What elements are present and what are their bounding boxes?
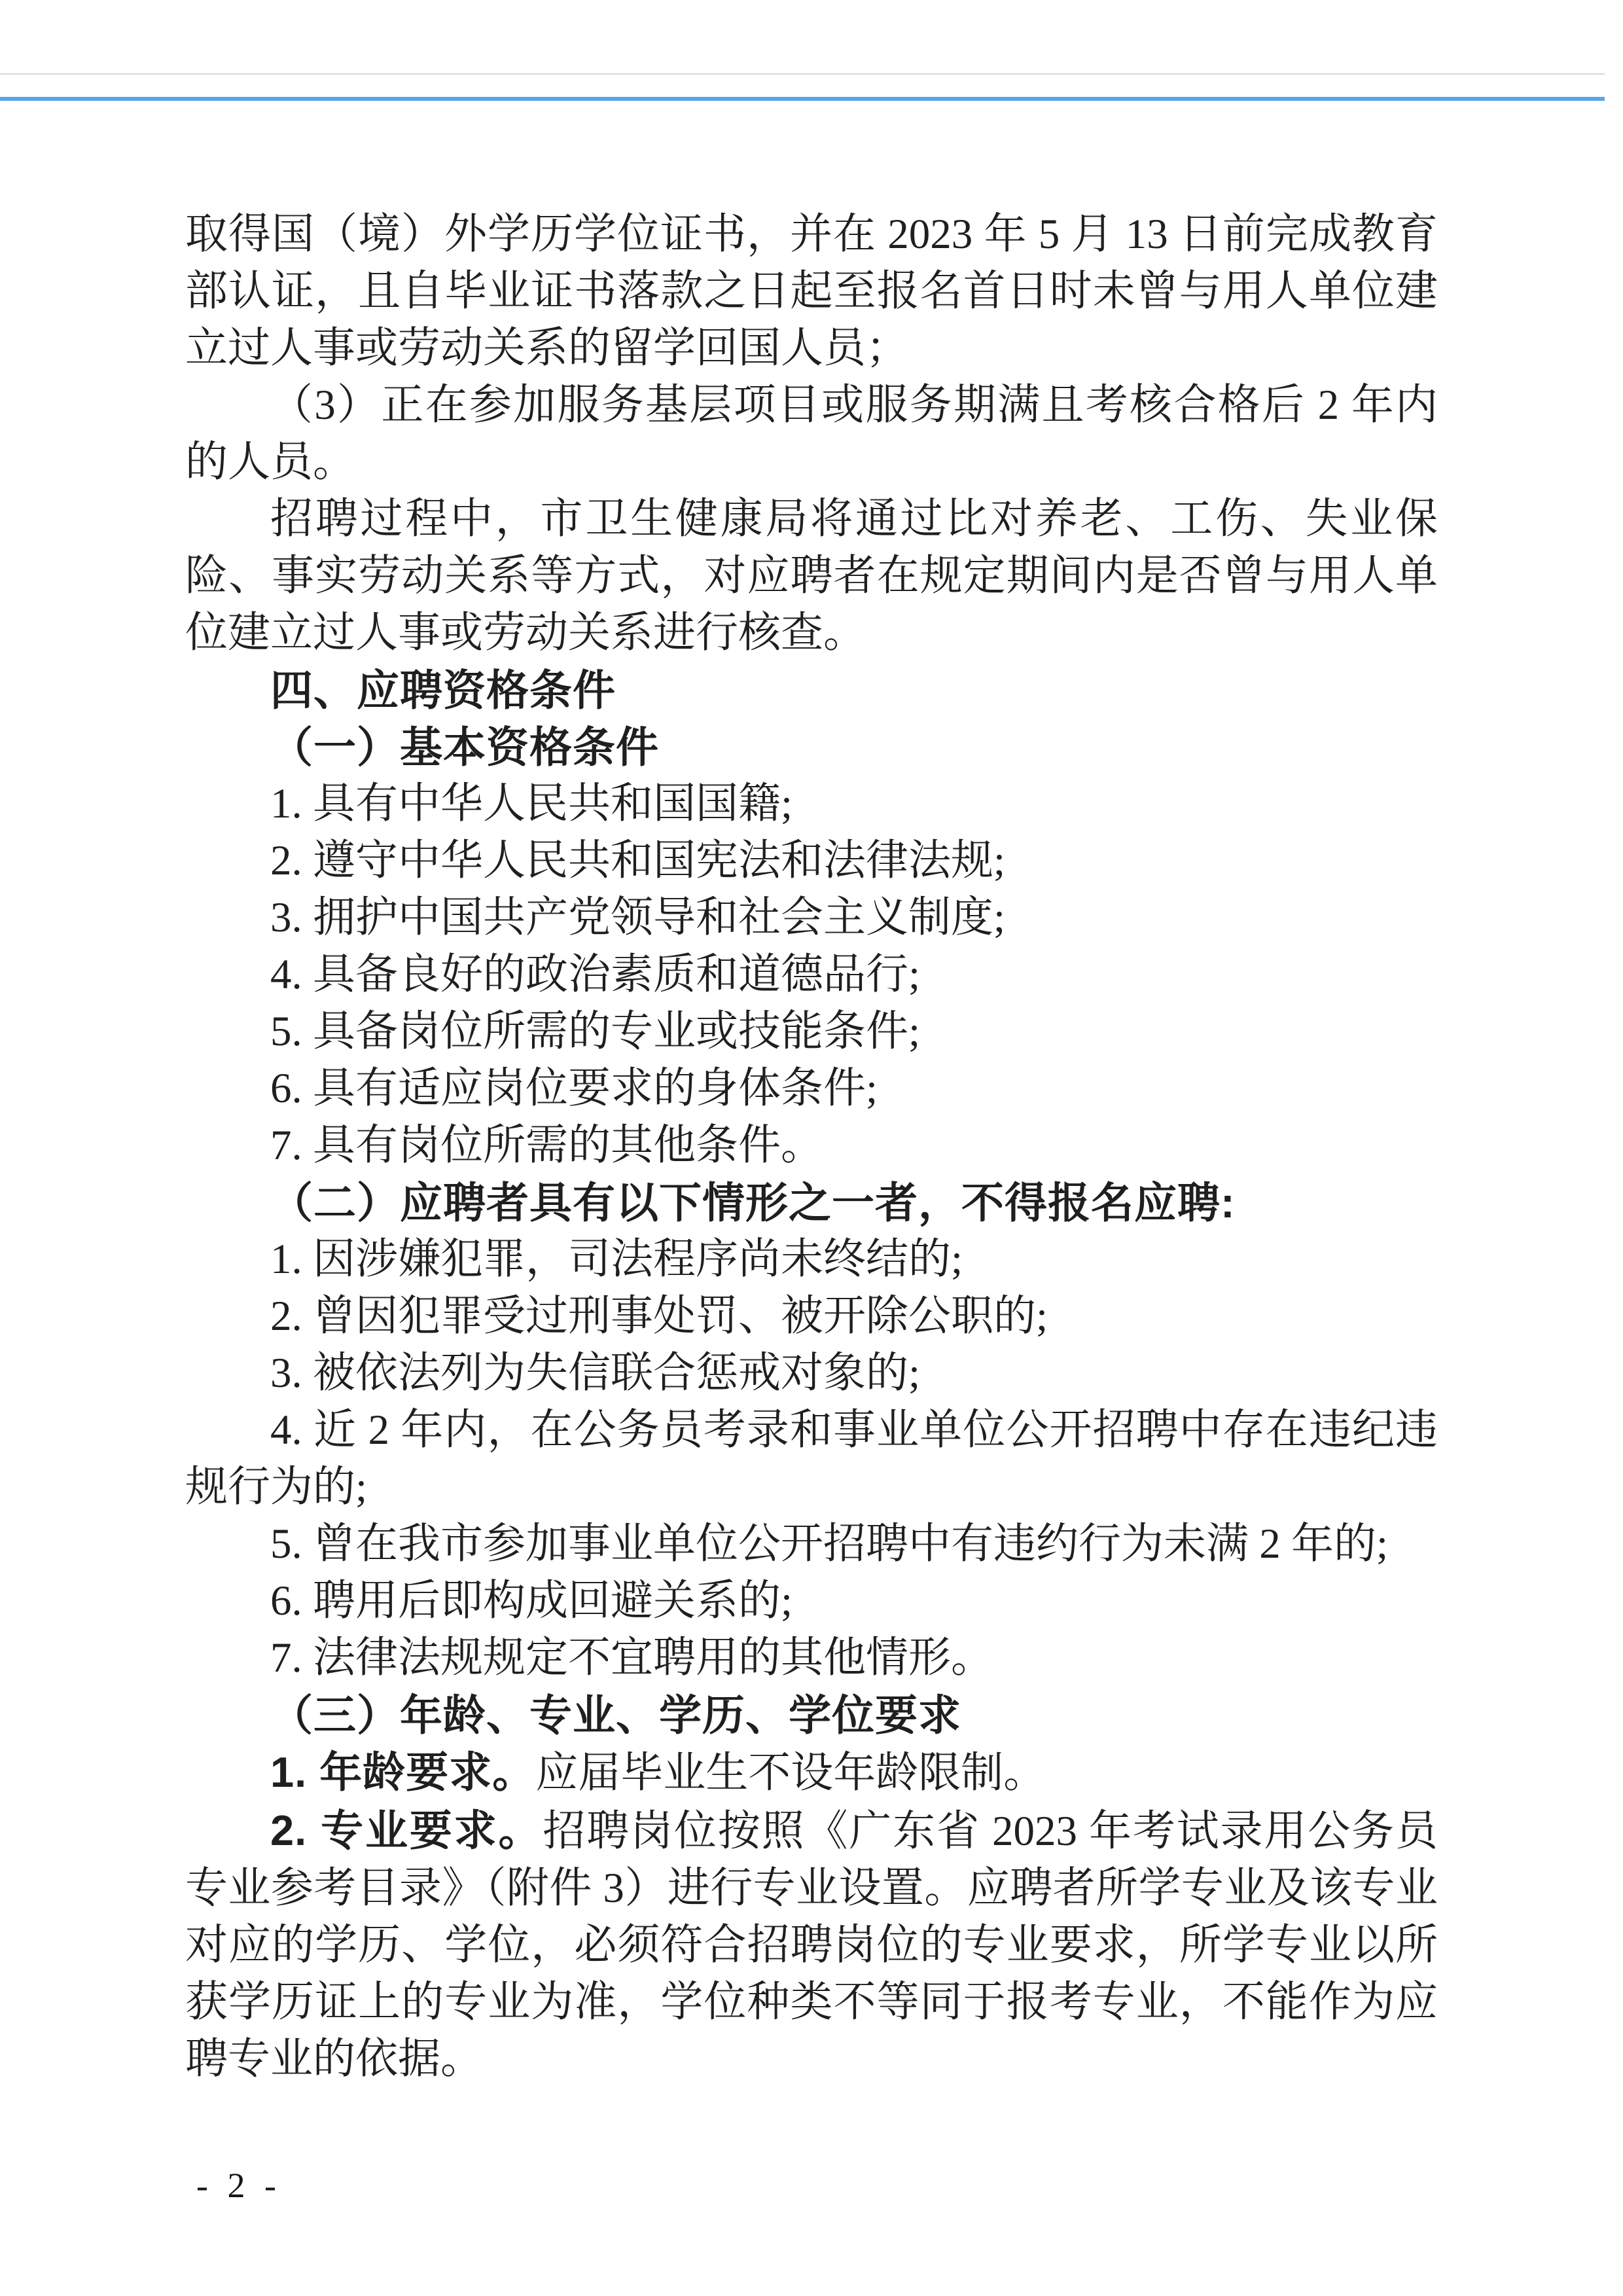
paragraph: 1. 因涉嫌犯罪，司法程序尚未终结的; bbox=[270, 1236, 963, 1283]
paragraph: 5. 曾在我市参加事业单位公开招聘中有违约行为未满 2 年的; bbox=[270, 1520, 1389, 1568]
paragraph: 1. 具有中华人民共和国国籍; bbox=[270, 780, 793, 827]
paragraph: 6. 聘用后即构成回避关系的; bbox=[270, 1577, 793, 1624]
paragraph: 取得国（境）外学历学位证书，并在 2023 年 5 月 13 日前完成教育部认证，且自毕业证书落款之日起至报名首日时未曾与用人单位建立过人事或劳动关系的留学回国人员； bbox=[185, 211, 1438, 372]
paragraph: 2. 遵守中华人民共和国宪法和法律法规; bbox=[270, 837, 1006, 884]
paragraph: 4. 具备良好的政治素质和道德品行; bbox=[270, 951, 921, 998]
section-heading: 四、应聘资格条件 bbox=[270, 666, 616, 714]
top-rule-blue bbox=[0, 97, 1605, 101]
paragraph: 3. 拥护中国共产党领导和社会主义制度; bbox=[270, 894, 1006, 941]
paragraph: 6. 具有适应岗位要求的身体条件; bbox=[270, 1065, 878, 1112]
paragraph: 7. 具有岗位所需的其他条件。 bbox=[270, 1122, 824, 1169]
document-body bbox=[185, 206, 1438, 2088]
paragraph: 3. 被依法列为失信联合惩戒对象的; bbox=[270, 1350, 921, 1397]
paragraph: （3）正在参加服务基层项目或服务期满且考核合格后 2 年内的人员。 bbox=[185, 382, 1438, 486]
paragraph: 7. 法律法规规定不宜聘用的其他情形。 bbox=[270, 1634, 994, 1681]
section-heading: （一）基本资格条件 bbox=[270, 723, 660, 771]
paragraph: 4. 近 2 年内，在公务员考录和事业单位公开招聘中存在违纪违规行为的; bbox=[185, 1407, 1438, 1511]
page-number: - 2 - bbox=[196, 2166, 276, 2205]
paragraph-lead: 1. 年龄要求。 bbox=[270, 1748, 536, 1796]
paragraph: 招聘过程中，市卫生健康局将通过比对养老、工伤、失业保险、事实劳动关系等方式，对应聘者在规定期间内是否曾与用人单位建立过人事或劳动关系进行核查。 bbox=[185, 495, 1438, 656]
paragraph-lead: 2. 专业要求。 bbox=[270, 1806, 543, 1854]
paragraph: 2. 曾因犯罪受过刑事处罚、被开除公职的; bbox=[270, 1293, 1048, 1340]
paragraph: 2. 专业要求。招聘岗位按照《广东省 2023 年考试录用公务员专业参考目录》（附件 3）进行专业设置。应聘者所学专业及该专业对应的学历、学位，必须符合招聘岗位的专业要求，所学专业以所获学历证上的专业为准，学位种类不等同于报考专业，不能作为应聘专业的依据。 bbox=[185, 1806, 1438, 2083]
paragraph: 5. 具备岗位所需的专业或技能条件; bbox=[270, 1008, 921, 1055]
paragraph: 1. 年龄要求。应届毕业生不设年龄限制。 bbox=[270, 1748, 1046, 1797]
top-rule-thin bbox=[0, 73, 1605, 75]
section-heading: （二）应聘者具有以下情形之一者，不得报名应聘: bbox=[270, 1179, 1236, 1227]
section-heading: （三）年龄、专业、学历、学位要求 bbox=[270, 1691, 962, 1739]
